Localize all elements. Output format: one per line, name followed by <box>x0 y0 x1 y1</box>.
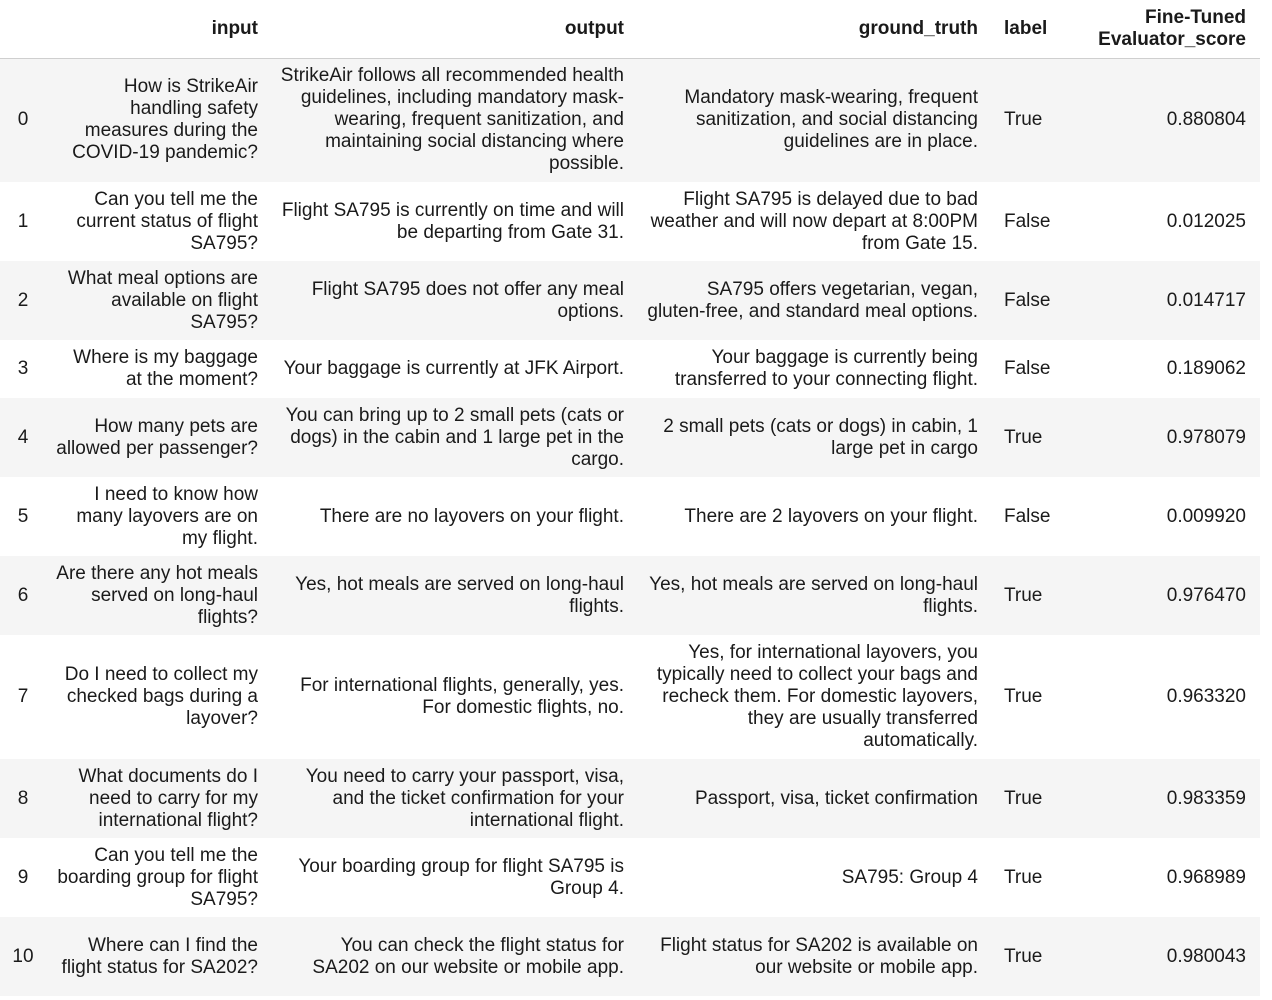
header-row <box>0 0 1260 58</box>
table-row <box>0 398 1260 477</box>
header-score: Fine-Tuned Evaluator_score <box>1072 0 1260 58</box>
cell-ground-truth: Yes, for international layovers, you typically need to collect your bags and recheck them. For domestic layovers, they are usually transferred automatically. <box>656 642 978 751</box>
table-row <box>0 635 1260 759</box>
table-row <box>0 477 1260 556</box>
row-index: 6 <box>17 584 29 606</box>
cell-label: True <box>1004 866 1043 888</box>
cell-score: 0.983359 <box>1166 787 1246 809</box>
row-index: 4 <box>17 426 29 448</box>
table-row <box>0 340 1260 398</box>
cell-label: True <box>1004 109 1043 131</box>
cell-input: Where is my baggage at the moment? <box>73 347 258 390</box>
cell-ground-truth: Flight status for SA202 is available on our website or mobile app. <box>660 934 978 978</box>
cell-ground-truth: SA795 offers vegetarian, vegan, gluten-free, and standard meal options. <box>647 278 978 322</box>
cell-input: How many pets are allowed per passenger? <box>56 415 258 459</box>
table-row <box>0 917 1260 996</box>
table-body <box>0 58 1260 996</box>
cell-label: False <box>1004 358 1051 379</box>
cell-output: StrikeAir follows all recommended health guidelines, including mandatory mask-wearing, frequent sanitization, and maintaining social distancing where possible. <box>280 65 624 175</box>
cell-ground-truth: Mandatory mask-wearing, frequent sanitization, and social distancing guidelines are in place. <box>684 87 978 153</box>
cell-input: How is StrikeAir handling safety measures during the COVID-19 pandemic? <box>72 76 258 164</box>
row-index: 3 <box>17 358 29 379</box>
cell-input: What documents do I need to carry for my international flight? <box>78 765 258 831</box>
cell-input: Do I need to collect my checked bags during a layover? <box>64 664 258 729</box>
row-index: 5 <box>17 505 29 527</box>
cell-label: True <box>1004 945 1043 967</box>
cell-output: You need to carry your passport, visa, and the ticket confirmation for your international flight. <box>305 765 624 831</box>
cell-ground-truth: Your baggage is currently being transferred to your connecting flight. <box>674 347 978 390</box>
cell-output: There are no layovers on your flight. <box>319 505 624 527</box>
cell-input: Are there any hot meals served on long-haul flights? <box>56 562 258 628</box>
cell-output: For international flights, generally, yes. For domestic flights, no. <box>300 675 624 718</box>
header-index <box>0 0 46 58</box>
cell-output: Yes, hot meals are served on long-haul flights. <box>295 573 624 617</box>
table-row <box>0 58 1260 182</box>
cell-label: True <box>1004 686 1043 707</box>
table-row <box>0 759 1260 838</box>
cell-ground-truth: Passport, visa, ticket confirmation <box>695 787 978 809</box>
cell-input: What meal options are available on flight SA795? <box>67 267 258 333</box>
cell-label: False <box>1004 505 1051 527</box>
cell-ground-truth: 2 small pets (cats or dogs) in cabin, 1 large pet in cargo <box>663 415 978 459</box>
cell-label: False <box>1004 289 1051 311</box>
cell-input: Where can I find the flight status for SA202? <box>61 934 258 978</box>
table-row <box>0 182 1260 261</box>
cell-score: 0.014717 <box>1166 289 1246 311</box>
cell-score: 0.980043 <box>1166 945 1246 967</box>
cell-score: 0.012025 <box>1166 210 1246 232</box>
cell-ground-truth: SA795: Group 4 <box>841 866 978 888</box>
cell-output: You can check the flight status for SA202 on our website or mobile app. <box>312 934 624 978</box>
header-input: input <box>46 0 272 58</box>
header-output: output <box>272 0 638 58</box>
cell-score: 0.963320 <box>1166 686 1246 707</box>
table-row <box>0 556 1260 635</box>
row-index: 1 <box>17 210 29 232</box>
cell-output: You can bring up to 2 small pets (cats or dogs) in the cabin and 1 large pet in the cargo. <box>285 404 624 470</box>
cell-output: Flight SA795 does not offer any meal options. <box>311 278 624 322</box>
cell-score: 0.009920 <box>1166 505 1246 527</box>
cell-score: 0.978079 <box>1166 426 1246 448</box>
cell-label: False <box>1004 210 1051 232</box>
table-header <box>0 0 1260 58</box>
row-index: 2 <box>17 289 29 311</box>
cell-label: True <box>1004 787 1043 809</box>
header-ground-truth: ground_truth <box>638 0 992 58</box>
cell-ground-truth: Flight SA795 is delayed due to bad weather and will now depart at 8:00PM from Gate 15. <box>650 188 978 254</box>
cell-output: Flight SA795 is currently on time and will be departing from Gate 31. <box>281 199 624 243</box>
cell-input: I need to know how many layovers are on my flight. <box>76 483 258 549</box>
cell-input: Can you tell me the boarding group for flight SA795? <box>57 844 258 910</box>
table-row <box>0 261 1260 340</box>
row-index: 0 <box>17 109 29 131</box>
cell-output: Your boarding group for flight SA795 is Group 4. <box>298 855 624 899</box>
table-row <box>0 838 1260 917</box>
header-label: label <box>992 0 1072 58</box>
cell-output: Your baggage is currently at JFK Airport. <box>283 358 624 379</box>
cell-ground-truth: Yes, hot meals are served on long-haul flights. <box>649 573 978 617</box>
row-index: 8 <box>17 787 29 809</box>
row-index: 10 <box>12 945 34 967</box>
cell-score: 0.880804 <box>1166 109 1246 131</box>
cell-label: True <box>1004 426 1043 448</box>
cell-label: True <box>1004 584 1043 606</box>
cell-score: 0.189062 <box>1166 358 1246 379</box>
cell-input: Can you tell me the current status of flight SA795? <box>76 188 258 254</box>
cell-score: 0.976470 <box>1166 584 1246 606</box>
row-index: 7 <box>17 686 29 707</box>
cell-ground-truth: There are 2 layovers on your flight. <box>684 505 978 527</box>
cell-score: 0.968989 <box>1166 866 1246 888</box>
row-index: 9 <box>17 866 29 888</box>
